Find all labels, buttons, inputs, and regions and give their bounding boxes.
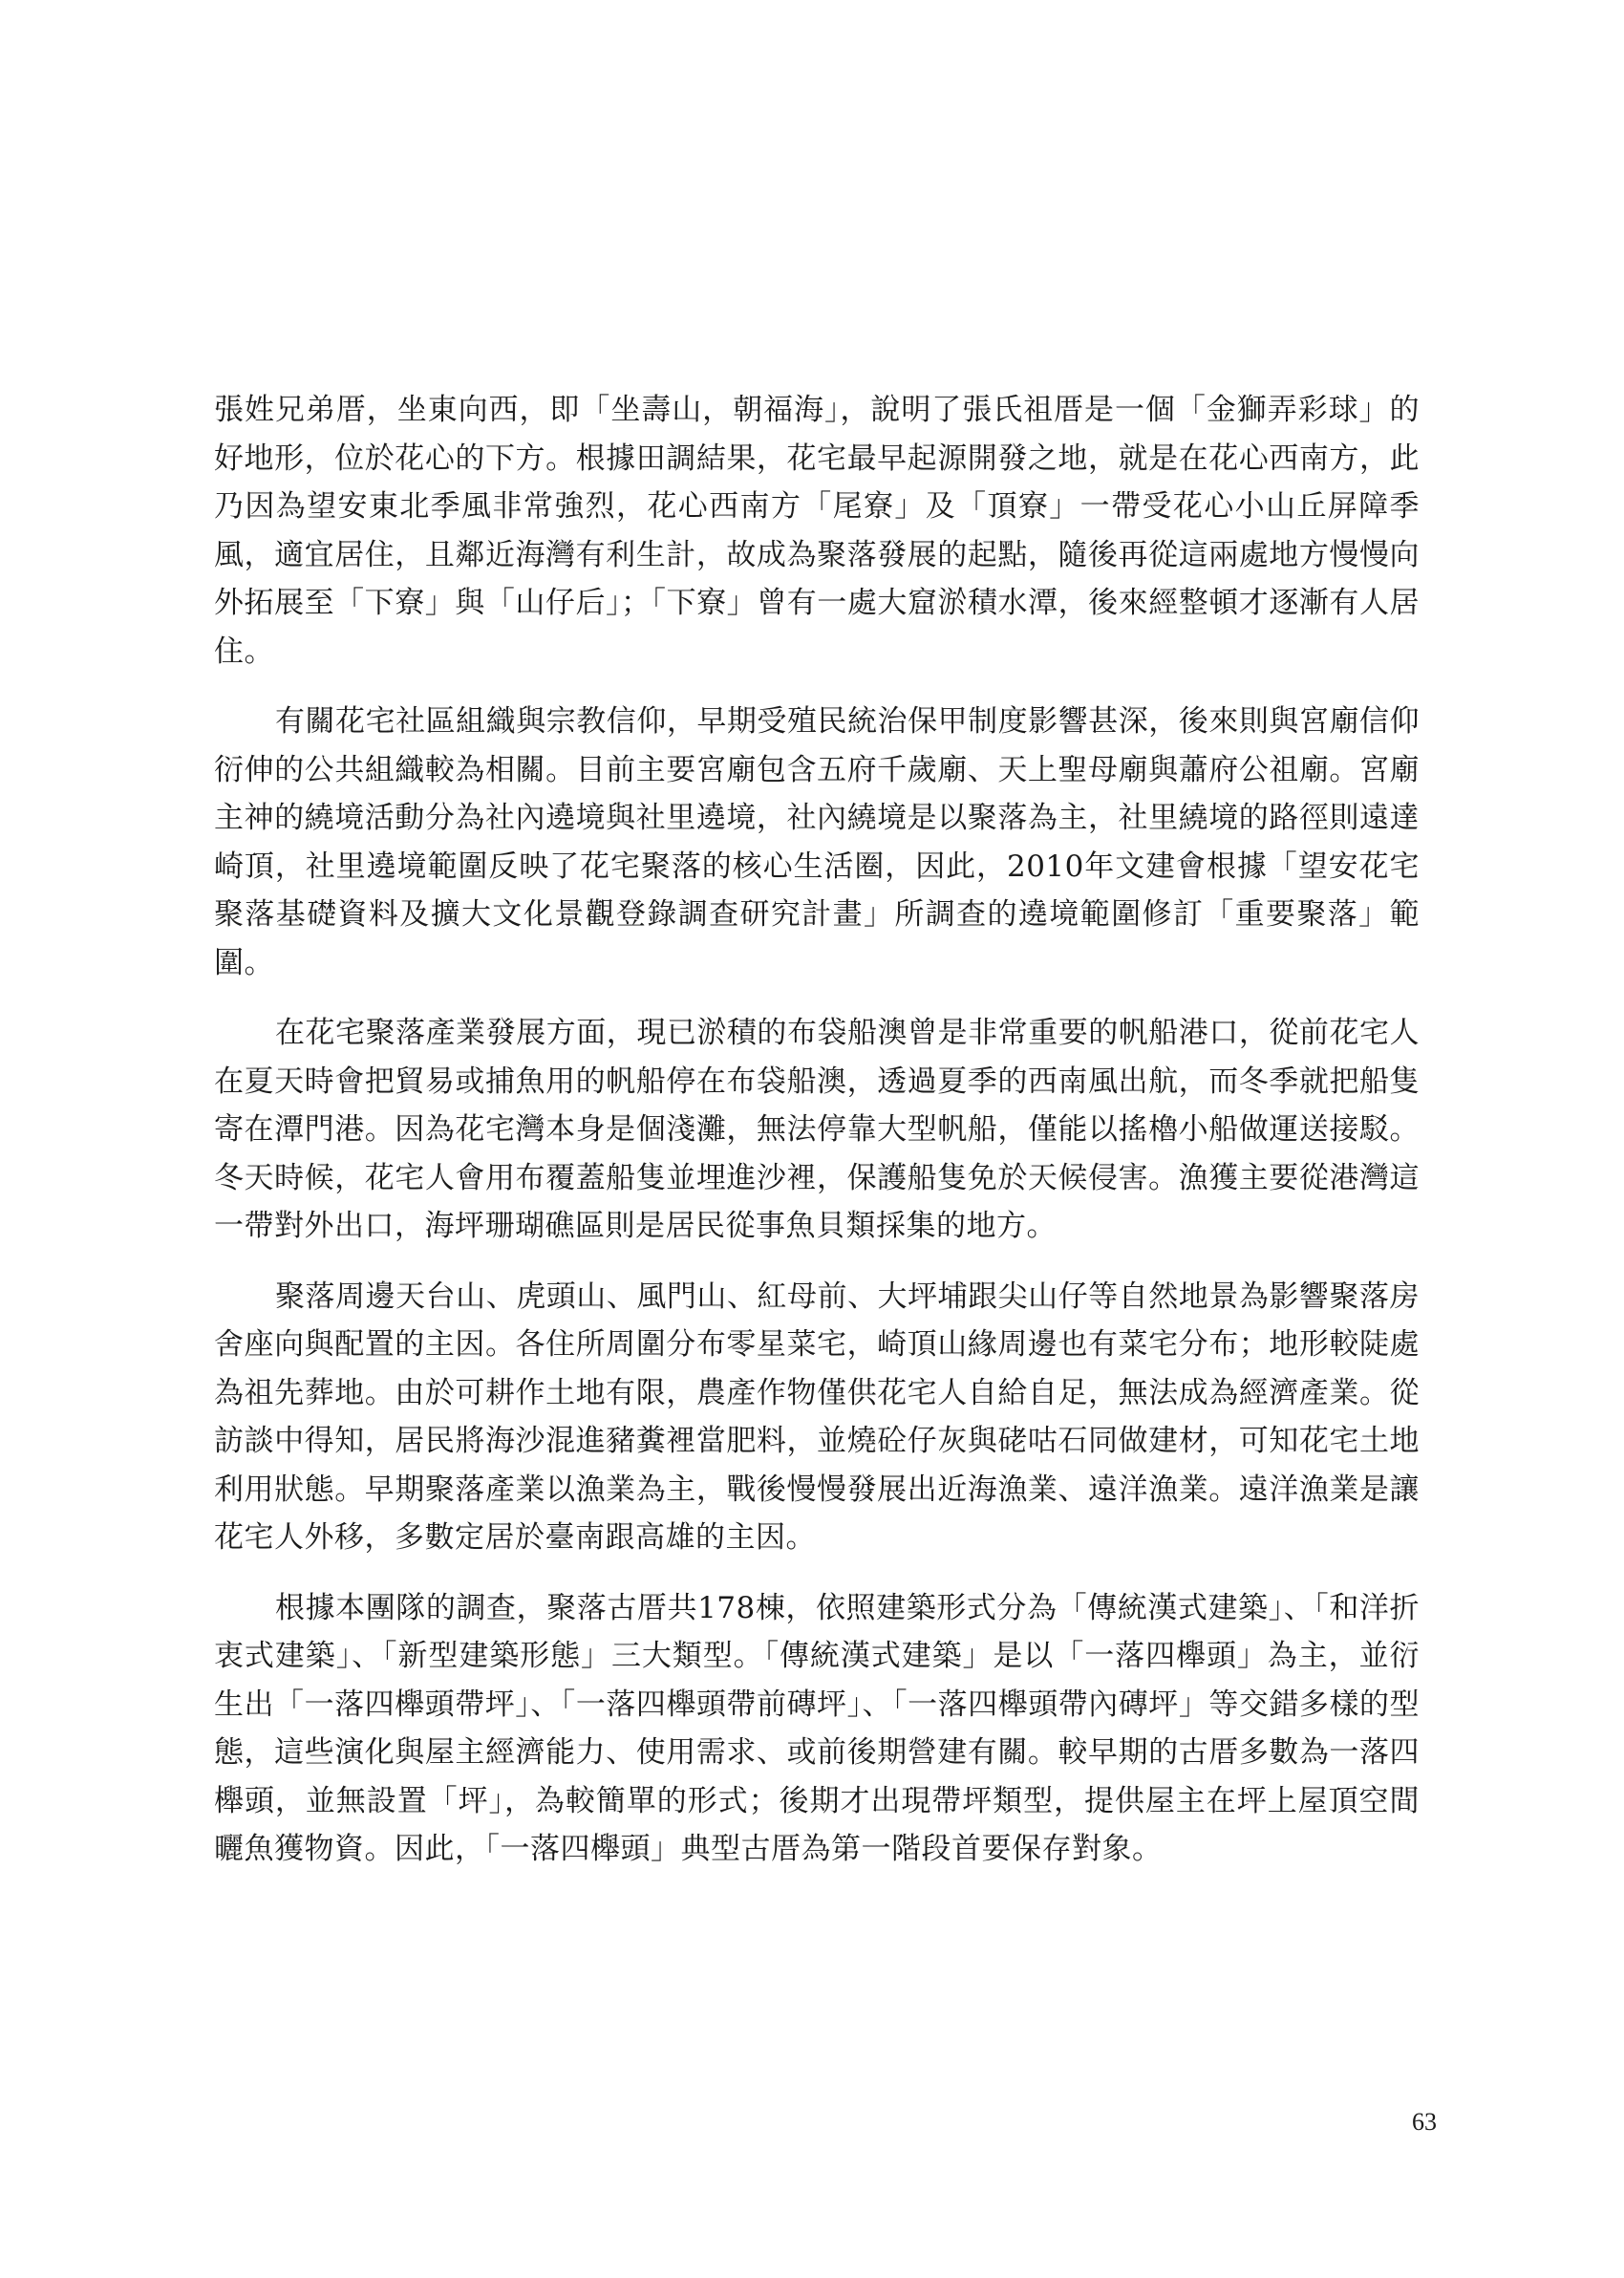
paragraph-1: 張姓兄弟厝，坐東向西，即「坐壽山，朝福海」，說明了張氏祖厝是一個「金獅弄彩球」的好地形，位於花心的下方。根據田調結果，花宅最早起源開發之地，就是在花心西南方，此乃因為望安東北季風非常強烈，花心西南方「尾寮」及「頂寮」一帶受花心小山丘屏障季風，適宜居住，且鄰近海灣有利生計，故成為聚落發展的起點，隨後再從這兩處地方慢慢向外拓展至「下寮」與「山仔后」；「下寮」曾有一處大窟淤積水潭，後來經整頓才逐漸有人居住。 bbox=[214, 393, 1420, 669]
paragraph-4: 聚落周邊天台山、虎頭山、風門山、紅母前、大坪埔跟尖山仔等自然地景為影響聚落房舍座向與配置的主因。各住所周圍分布零星菜宅，崎頂山緣周邊也有菜宅分布；地形較陡處為祖先葬地。由於可耕作土地有限，農產作物僅供花宅人自給自足，無法成為經濟產業。從訪談中得知，居民將海沙混進豬糞裡當肥料，並燒砼仔灰與硓咕石同做建材，可知花宅土地利用狀態。早期聚落產業以漁業為主，戰後慢慢發展出近海漁業、遠洋漁業。遠洋漁業是讓花宅人外移，多數定居於臺南跟高雄的主因。 bbox=[214, 1279, 1420, 1555]
page-number: 63 bbox=[1412, 2108, 1437, 2136]
body-text bbox=[214, 386, 1420, 1896]
paragraph-2: 有關花宅社區組織與宗教信仰，早期受殖民統治保甲制度影響甚深，後來則與宮廟信仰衍伸的公共組織較為相關。目前主要宮廟包含五府千歲廟、天上聖母廟與蕭府公祖廟。宮廟主神的繞境活動分為社內遶境與社里遶境，社內繞境是以聚落為主，社里繞境的路徑則遠達崎頂，社里遶境範圍反映了花宅聚落的核心生活圈，因此，2010年文建會根據「望安花宅聚落基礎資料及擴大文化景觀登錄調查研究計畫」所調查的遶境範圍修訂「重要聚落」範圍。 bbox=[214, 704, 1420, 980]
paragraph-5: 根據本團隊的調查，聚落古厝共178棟，依照建築形式分為「傳統漢式建築」、「和洋折衷式建築」、「新型建築形態」三大類型。「傳統漢式建築」是以「一落四櫸頭」為主，並衍生出「一落四櫸頭帶坪」、「一落四櫸頭帶前磚坪」、「一落四櫸頭帶內磚坪」等交錯多樣的型態，這些演化與屋主經濟能力、使用需求、或前後期營建有關。較早期的古厝多數為一落四櫸頭，並無設置「坪」，為較簡單的形式；後期才出現帶坪類型，提供屋主在坪上屋頂空間曬魚獲物資。因此，「一落四櫸頭」典型古厝為第一階段首要保存對象。 bbox=[214, 1590, 1420, 1866]
paragraph-3: 在花宅聚落產業發展方面，現已淤積的布袋船澳曾是非常重要的帆船港口，從前花宅人在夏天時會把貿易或捕魚用的帆船停在布袋船澳，透過夏季的西南風出航，而冬季就把船隻寄在潭門港。因為花宅灣本身是個淺灘，無法停靠大型帆船，僅能以搖櫓小船做運送接駁。冬天時候，花宅人會用布覆蓋船隻並埋進沙裡，保護船隻免於天候侵害。漁獲主要從港灣這一帶對外出口，海坪珊瑚礁區則是居民從事魚貝類採集的地方。 bbox=[214, 1016, 1420, 1243]
